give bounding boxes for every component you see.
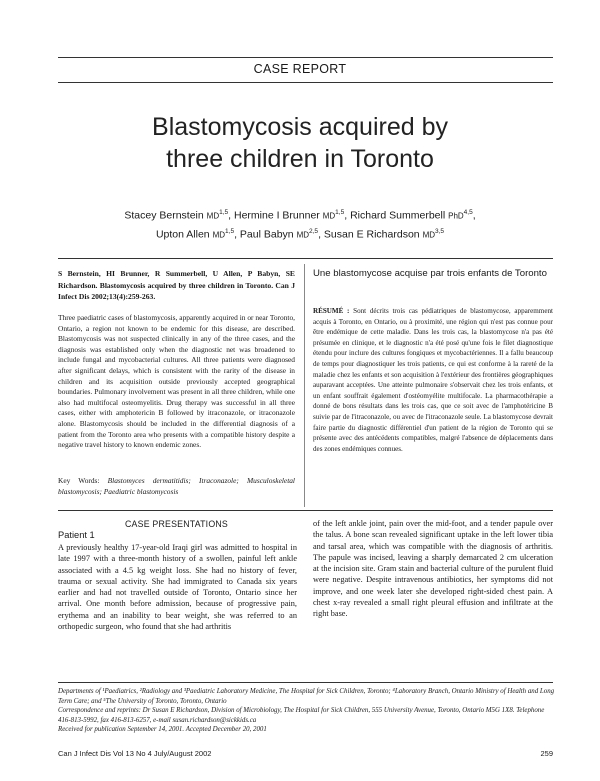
column-divider xyxy=(304,264,305,507)
abstract-top-rule xyxy=(58,258,553,259)
french-title: Une blastomycose acquise par trois enfants de Toronto xyxy=(313,268,547,279)
patient-1-heading: Patient 1 xyxy=(58,530,95,540)
author-affiliation: 1,5 xyxy=(225,227,235,235)
abstract-bottom-rule xyxy=(58,510,553,511)
body-column-2: of the left ankle joint, pain over the mid-foot, and a tender papule over the talus. A bone scan revealed significant uptake in the left lower tibia and tarsal area, which was compatible with the diagnosis of arthritis. The papule was incised, leaving a sharply demarcated 2 cm ulceration at the incision site. Gram stain and bacterial culture of the purulent fluid were negative. Despite intravenous antibiotics, her symptoms did not improve, and one week later she developed right-sided chest pain. A chest x-ray revealed a small right pleural effusion and infiltrate at the right base. xyxy=(313,519,553,619)
author-name: Paul Babyn xyxy=(239,228,294,240)
section-rule xyxy=(58,82,553,83)
case-presentations-heading: CASE PRESENTATIONS xyxy=(125,519,228,529)
footnote-departments: Departments of ¹Paediatrics, ²Radiology and ³Paediatric Laboratory Medicine, The Hospital for Sick Children, Toronto; ⁴Laboratory Branch, Ontario Ministry of Health and Long Term Care; and ⁵The University of Toronto, Toronto, Ontario xyxy=(58,688,555,705)
author-affiliation: 3,5 xyxy=(435,227,445,235)
author-list xyxy=(60,205,540,242)
keywords-label: Key Words: xyxy=(58,476,100,485)
footnote-correspondence: Correspondence and reprints: Dr Susan E Richardson, Division of Microbiology, The Hospital for Sick Children, 555 University Avenue, Toronto, Ontario M5G 1X8. Telephone 416-813-5992, fax 416-813-6257, e-mail susan.richardson@sickkids.ca xyxy=(58,707,545,724)
author-affiliation: 4,5 xyxy=(463,209,473,216)
author-affiliation: 1,5 xyxy=(219,209,229,216)
resume-label: RÉSUMÉ : xyxy=(313,307,350,315)
author-degree: PhD xyxy=(448,211,464,221)
author-name: Upton Allen xyxy=(155,228,210,240)
footnotes xyxy=(58,687,558,735)
author-degree: MD xyxy=(206,211,220,221)
author-name: Hermine I Brunner xyxy=(234,209,320,222)
footnote-received: Received for publication September 14, 2001. Accepted December 20, 2001 xyxy=(58,726,267,734)
title-line-1: Blastomycosis acquired by xyxy=(152,113,448,141)
author-name: Stacey Bernstein xyxy=(124,209,204,222)
french-resume xyxy=(313,306,553,454)
author-name: Susan E Richardson xyxy=(323,228,420,240)
running-footer: Can J Infect Dis Vol 13 No 4 July/August 2002 xyxy=(58,749,212,758)
resume-text: Sont décrits trois cas pédiatriques de blastomycose, apparemment acquis à Toronto, en Ontario, ou à proximité, une région qui n'est pas connue pour être endémique de cette maladie. Dans les trois cas, la blastomycose n'a pas été présumée en clinique, et le diagnostic n'a été posé qu'une fois le filet diagnostique étendu pour inclure des cultures fongiques et mycobactériennes. Il a fallu beaucoup de temps pour diagnostiquer les trois patients, ce qui est conforme à la rareté de la maladie chez les enfants et son acquisition à l'extérieur des frontières géographiques auparavant acceptées. Une atteinte pulmonaire s'observait chez les trois enfants, et un enfant souffrait également d'ostéomyélite multifocale. La pharmacothérapie a donné de bons résultats dans les trois cas, que ce soit avec de l'amphotéricine B suivie par de l'itraconazole, ou avec de l'itraconazole seule. La blastomycose devrait faire partie du diagnostic différentiel d'un patient de la région de Toronto qui se présente avec des antécédents compatibles, malgré l'absence de déplacements dans des zones endémiques connues. xyxy=(313,307,553,453)
top-rule xyxy=(58,57,553,58)
page-number: 259 xyxy=(540,749,553,758)
author-degree: MD xyxy=(296,230,310,239)
abstract-text: Three paediatric cases of blastomycosis, apparently acquired in or near Toronto, Ontario, a region not known to be endemic for this disease, are described. Blastomycosis was not suspected clinically in any of the three cases, and the diagnosis was established only when the diagnostic net was broadened to include fungal and mycobacterial cultures. All three patients were diagnosed after significant delays, which is consistent with the rarity of the disease in children and its acquisition outside previously accepted geographical boundaries. Pulmonary involvement was present in all three children, while one also had multifocal osteomyelitis. Drug therapy was successful in all three cases, either with amphotericin B followed by itraconazole, or itraconazole alone. Blastomycosis should be included in the differential diagnosis of a patient from the Toronto area who presents with a compatible history despite a negative travel history to known endemic zones. xyxy=(58,313,295,450)
footnote-rule xyxy=(58,682,553,683)
body-column-1: A previously healthy 17-year-old Iraqi girl was admitted to hospital in late 1997 with a three-month history of a swollen, painful left ankle associated with a 4.5 kg weight loss. She had no history of fever, trauma or sexual activity. She had immigrated to Canada six years earlier and had not travelled outside of Toronto, Ontario since her arrival. One month before admission, because of progressive pain, erythema and an inability to bear weight, she was referred to an orthopedic surgeon, who found that she had arthritis xyxy=(58,543,297,632)
author-degree: MD xyxy=(212,230,226,239)
author-affiliation: 1,5 xyxy=(335,209,345,216)
title-line-2: three children in Toronto xyxy=(166,145,434,173)
author-degree: MD xyxy=(422,230,436,239)
section-label: CASE REPORT xyxy=(253,62,347,76)
author-line-1: Stacey Bernstein MD$^{1,5}$, Hermine I Brunner MD$^{1,5}$, Richard Summerbell PhD$^{4,5}$, xyxy=(124,209,476,222)
author-affiliation: 2,5 xyxy=(309,227,319,235)
keywords-terms: Blastomyces dermatitidis; Itraconazole; Musculoskeletal blastomycosis; Paediatric blastomycosis xyxy=(58,476,295,496)
citation: S Bernstein, HI Brunner, R Summerbell, U Allen, P Babyn, SE Richardson. Blastomycosis acquired by three children in Toronto. Can J Infect Dis 2002;13(4):259-263. xyxy=(58,269,295,301)
article-title xyxy=(0,111,600,175)
author-name: Richard Summerbell xyxy=(350,209,446,222)
author-line-2: Upton Allen MD$^{1,5}$, Paul Babyn MD$^{2,5}$, Susan E Richardson MD$^{3,5}$ xyxy=(155,227,445,240)
author-degree: MD xyxy=(322,211,336,221)
keywords xyxy=(58,475,295,497)
